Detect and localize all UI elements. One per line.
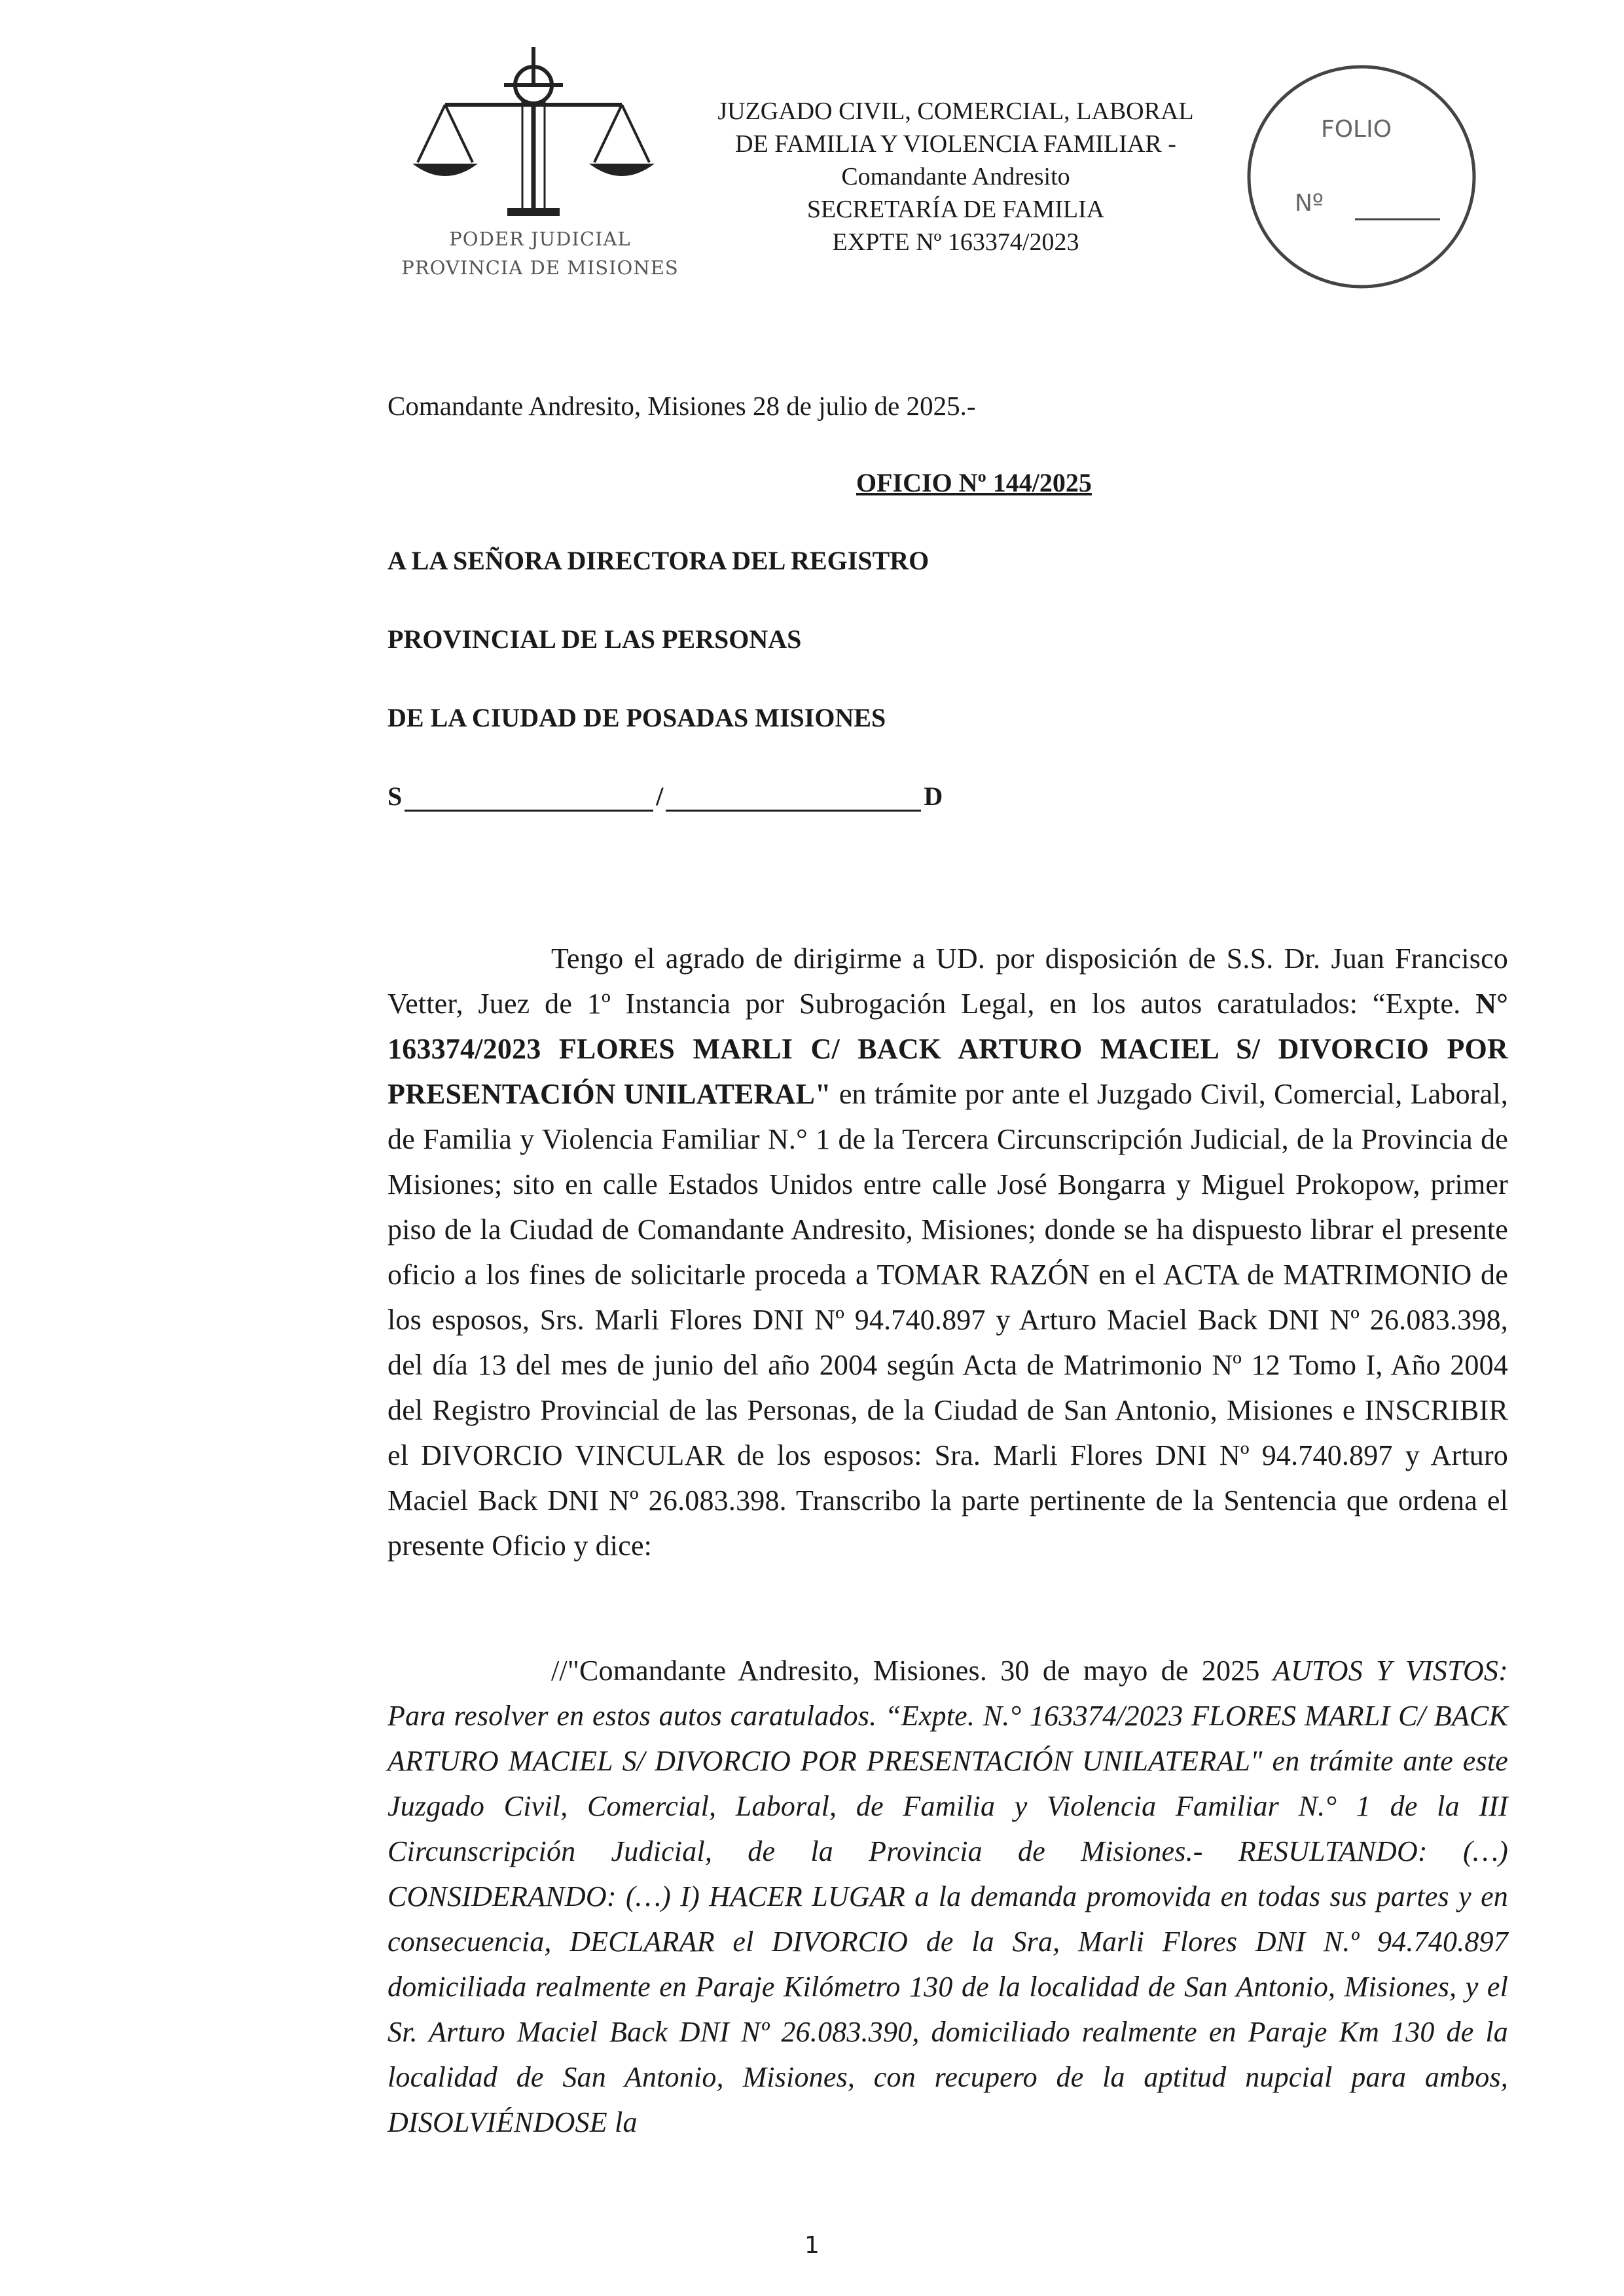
logo-line-2: PROVINCIA DE MISIONES [401,257,679,279]
court-header-line: EXPTE Nº 163374/2023 [832,228,1079,256]
case-title: N° 163374/2023 FLORES MARLI C/ BACK ARTURO MACIEL S/ DIVORCIO POR PRESENTACIÓN UNILATERAL" [388,988,1508,1110]
body-paragraph-1 [388,936,1508,1568]
salutation-line [388,781,943,812]
court-header-line: Comandante Andresito [841,163,1070,190]
court-header-line: DE FAMILIA Y VIOLENCIA FAMILIAR - [735,130,1176,158]
salutation-end: D [924,781,943,811]
poder-judicial-logo [399,39,681,288]
paragraph-1-body: en trámite por ante el Juzgado Civil, Comercial, Laboral, de Familia y Violencia Familiar N.° 1 de la Tercera Circunscripción Judicial, de la Provincia de Misiones; sito en calle Estados Unidos entre calle José Bongarra y Miguel Prokopow, primer piso de la Ciudad de Comandante Andresito, Misiones; donde se ha dispuesto librar el presente oficio a los fines de solicitarle proceda a TOMAR RAZÓN en el ACTA de MATRIMONIO de los esposos, Srs. Marli Flores DNI Nº 94.740.897 y Arturo Maciel Back DNI Nº 26.083.398, del día 13 del mes de junio del año 2004 según Acta de Matrimonio Nº 12 Tomo I, Año 2004 del Registro Provincial de las Personas, de la Ciudad de San Antonio, Misiones e INSCRIBIR el DIVORCIO VINCULAR de los esposos: Sra. Marli Flores DNI Nº 94.740.897 y Arturo Maciel Back DNI Nº 26.083.398. Transcribo la parte pertinente de la Sentencia que ordena el presente Oficio y dice: [388,1078,1508,1562]
blank-line [405,785,653,812]
paragraph-1-intro: Tengo el agrado de dirigirme a UD. por disposición de S.S. Dr. Juan Francisco Vetter, Juez de 1º Instancia por Subrogación Legal, en los autos caratulados: “Expte. [388,942,1508,1020]
paragraph-2-intro: //"Comandante Andresito, Misiones. 30 de mayo de 2025 [551,1655,1273,1687]
folio-number-label: Nº [1295,190,1324,217]
logo-line-1: PODER JUDICIAL [449,228,631,250]
folio-label: FOLIO [1321,116,1392,143]
blank-line [666,785,921,812]
folio-stamp-circle [1244,62,1479,291]
oficio-number: OFICIO Nº 144/2025 [856,468,1092,497]
court-header [655,95,1257,259]
court-header-line: JUZGADO CIVIL, COMERCIAL, LABORAL [717,98,1194,125]
addressee-line: DE LA CIUDAD DE POSADAS MISIONES [388,703,886,732]
court-header-line: SECRETARÍA DE FAMILIA [806,196,1105,223]
folio-stamp [1244,62,1479,291]
scales-of-justice-icon [399,39,681,288]
sentence-transcription: AUTOS Y VISTOS: Para resolver en estos autos caratulados. “Expte. N.° 163374/2023 FLORES MARLI C/ BACK ARTURO MACIEL S/ DIVORCIO POR PRESENTACIÓN UNILATERAL" en trámite ante este Juzgado Civil, Comercial, Laboral, de Familia y Violencia Familiar N.° 1 de la III Circunscripción Judicial, de la Provincia de Misiones.- RESULTANDO: (…) CONSIDERANDO: (…) I) HACER LUGAR a la demanda promovida en todas sus partes y en consecuencia, DECLARAR el DIVORCIO de la Sra, Marli Flores DNI N.º 94.740.897 domiciliada realmente en Paraje Kilómetro 130 de la localidad de San Antonio, Misiones, y el Sr. Arturo Maciel Back DNI Nº 26.083.390, domiciliado realmente en Paraje Km 130 de la localidad de San Antonio, Misiones, con recupero de la aptitud nupcial para ambos, DISOLVIÉNDOSE la [388,1655,1508,2138]
body-paragraph-2 [388,1648,1508,2145]
addressee-line: PROVINCIAL DE LAS PERSONAS [388,624,802,654]
page-number: 1 [804,2232,820,2259]
addressee-line: A LA SEÑORA DIRECTORA DEL REGISTRO [388,546,929,575]
salutation-start: S [388,781,403,811]
date-line: Comandante Andresito, Misiones 28 de julio de 2025.- [388,391,976,421]
salutation-separator: / [656,781,664,811]
